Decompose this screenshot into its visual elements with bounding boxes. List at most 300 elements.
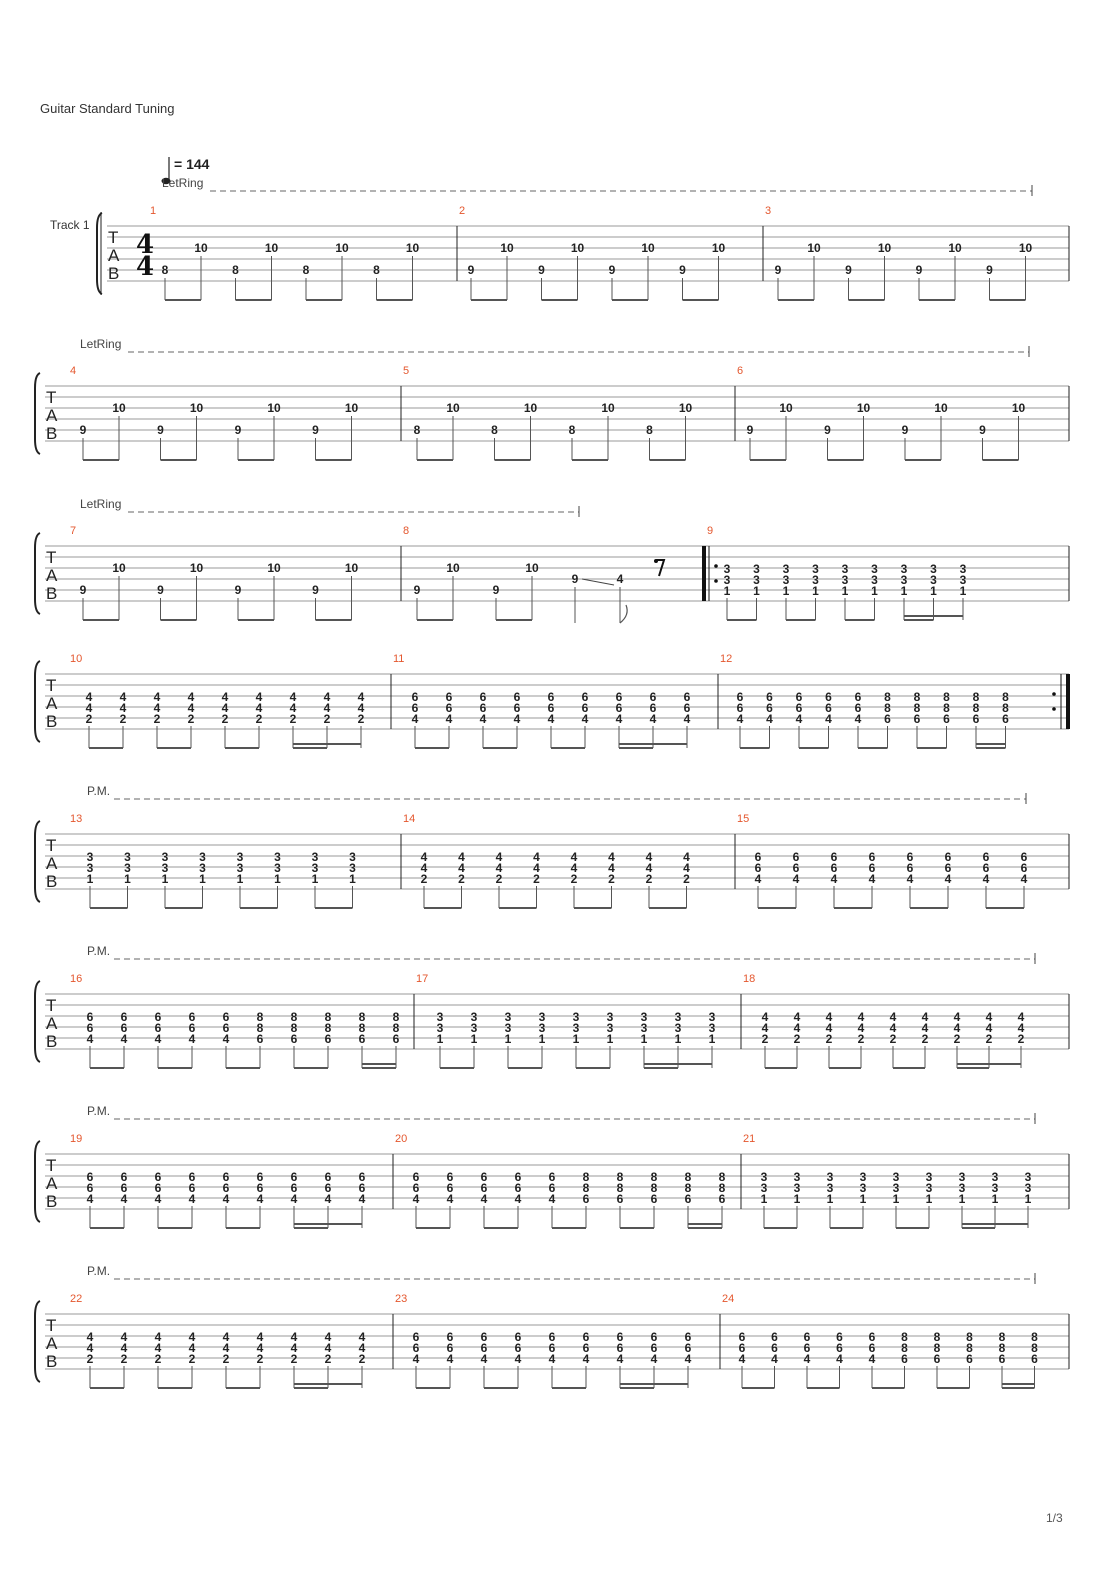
fret-number: 3 (572, 1010, 580, 1024)
fret-number: 6 (513, 690, 521, 704)
fret-number: 8 (998, 1330, 1006, 1344)
fret-number: 4 (825, 712, 832, 726)
fret-number: 8 (324, 1010, 332, 1024)
fret-number: 4 (921, 1010, 929, 1024)
fret-number: 4 (495, 850, 503, 864)
fret-number: 4 (188, 1192, 196, 1206)
fret-number: 9 (467, 263, 475, 277)
fret-number: 4 (906, 872, 914, 886)
fret-number: 4 (793, 1010, 801, 1024)
fret-number: 6 (736, 690, 744, 704)
fret-number: 6 (222, 1181, 230, 1195)
fret-number: 6 (684, 1330, 692, 1344)
fret-number: 10 (523, 401, 538, 415)
fret-number: 10 (189, 561, 204, 575)
fret-number: 4 (86, 1330, 94, 1344)
fret-number: 6 (120, 1021, 128, 1035)
fret-number: 6 (581, 701, 589, 715)
fret-number: 3 (436, 1010, 444, 1024)
fret-number: 6 (906, 861, 914, 875)
fret-number: 10 (1011, 401, 1026, 415)
fret-number: 6 (479, 701, 487, 715)
measure-number: 10 (70, 653, 83, 665)
fret-number: 6 (547, 701, 555, 715)
fret-number: 4 (255, 701, 263, 715)
fret-number: 4 (289, 701, 297, 715)
fret-number: 6 (581, 690, 589, 704)
fret-number: 6 (358, 1181, 366, 1195)
fret-number: 3 (753, 573, 760, 587)
fret-number: 9 (234, 583, 242, 597)
fret-number: 4 (445, 712, 453, 726)
measure-number: 1 (150, 205, 157, 217)
fret-number: 4 (420, 850, 428, 864)
fret-number: 6 (884, 712, 891, 726)
fret-number: 10 (112, 561, 126, 575)
fret-number: 4 (86, 1192, 94, 1206)
fret-number: 8 (302, 263, 310, 277)
fret-number: 8 (1031, 1341, 1038, 1355)
fret-number: 3 (723, 562, 731, 576)
fret-number: 4 (533, 850, 540, 864)
fret-number: 3 (812, 573, 819, 587)
fret-number: 6 (650, 1341, 658, 1355)
fret-number: 3 (124, 861, 131, 875)
fret-number: 3 (674, 1021, 682, 1035)
fret-number: 8 (884, 690, 891, 704)
fret-number: 4 (868, 872, 876, 886)
fret-number: 3 (892, 1170, 900, 1184)
fret-number: 4 (458, 861, 465, 875)
fret-number: 6 (944, 861, 952, 875)
fret-number: 4 (608, 861, 615, 875)
fret-number: 4 (985, 1010, 993, 1024)
fret-number: 1 (925, 1192, 933, 1206)
fret-number: 3 (538, 1010, 546, 1024)
measure-number: 7 (70, 525, 77, 537)
fret-number: 3 (504, 1021, 512, 1035)
measure-number: 5 (403, 365, 410, 377)
fret-number: 4 (323, 701, 331, 715)
fret-number: 3 (436, 1021, 444, 1035)
fret-number: 4 (683, 850, 690, 864)
fret-number: 4 (154, 1341, 162, 1355)
fret-number: 6 (324, 1181, 332, 1195)
tab-clef-a: A (46, 1334, 58, 1353)
fret-number: 3 (925, 1170, 933, 1184)
fret-number: 4 (120, 1192, 128, 1206)
fret-number: 1 (930, 584, 937, 598)
fret-number: 1 (161, 872, 169, 886)
fret-number: 3 (161, 861, 169, 875)
fret-number: 3 (859, 1181, 867, 1195)
fret-number: 9 (845, 263, 852, 277)
fret-number: 3 (959, 573, 967, 587)
fret-number: 3 (723, 573, 731, 587)
measure-number: 17 (416, 973, 429, 985)
tab-clef-t: T (46, 836, 57, 855)
fret-number: 1 (674, 1032, 682, 1046)
tab-clef-b: B (46, 872, 58, 891)
fret-number: 4 (446, 1352, 454, 1366)
fret-number: 9 (157, 423, 164, 437)
fret-number: 4 (86, 1341, 94, 1355)
fret-number: 2 (154, 1352, 162, 1366)
fret-number: 6 (412, 1170, 420, 1184)
fret-number: 3 (708, 1021, 716, 1035)
fret-number: 4 (324, 1330, 332, 1344)
measure-number: 12 (720, 653, 733, 665)
page-number: 1/3 (1046, 1511, 1063, 1525)
fret-number: 3 (161, 850, 169, 864)
measure-number: 6 (737, 365, 744, 377)
measure-number: 9 (707, 525, 714, 537)
fret-number: 3 (708, 1010, 716, 1024)
fret-number: 8 (913, 701, 921, 715)
fret-number: 6 (188, 1021, 196, 1035)
fret-number: 6 (514, 1330, 522, 1344)
fret-number: 8 (650, 1170, 658, 1184)
fret-number: 4 (412, 1352, 420, 1366)
fret-number: 6 (513, 701, 521, 715)
fret-number: 6 (854, 690, 862, 704)
fret-number: 2 (608, 872, 615, 886)
fret-number: 4 (854, 712, 862, 726)
fret-number: 10 (500, 241, 514, 255)
fret-number: 3 (470, 1021, 478, 1035)
fret-number: 2 (357, 712, 365, 726)
fret-number: 6 (256, 1032, 264, 1046)
fret-number: 3 (958, 1181, 966, 1195)
fret-number: 10 (877, 241, 892, 255)
tab-clef-b: B (46, 1192, 58, 1211)
fret-number: 4 (754, 872, 762, 886)
repeat-dot (1052, 707, 1056, 711)
fret-number: 8 (684, 1181, 692, 1195)
tab-clef-b: B (46, 424, 58, 443)
measure-number: 11 (393, 653, 405, 665)
fret-number: 1 (572, 1032, 580, 1046)
fret-number: 2 (645, 872, 653, 886)
fret-number: 6 (868, 850, 876, 864)
fret-number: 8 (290, 1021, 298, 1035)
fret-number: 4 (645, 861, 653, 875)
fret-number: 4 (86, 1032, 94, 1046)
measure-number: 14 (403, 813, 416, 825)
fret-number: 6 (738, 1330, 746, 1344)
fret-number: 3 (871, 573, 878, 587)
fret-number: 3 (236, 850, 244, 864)
fret-number: 6 (86, 1010, 94, 1024)
fret-number: 10 (446, 561, 460, 575)
fret-number: 6 (966, 1352, 973, 1366)
fret-number: 4 (290, 1341, 298, 1355)
fret-number: 4 (766, 712, 773, 726)
fret-number: 4 (420, 861, 428, 875)
fret-number: 1 (436, 1032, 444, 1046)
fret-number: 4 (357, 690, 365, 704)
tuning-label: Guitar Standard Tuning (40, 101, 175, 116)
fret-number: 8 (884, 701, 891, 715)
measure-number: 4 (70, 365, 77, 377)
fret-number: 10 (194, 241, 208, 255)
fret-number: 2 (683, 872, 690, 886)
fret-number: 6 (582, 1341, 590, 1355)
fret-number: 10 (1018, 241, 1033, 255)
fret-number: 6 (982, 861, 990, 875)
fret-number: 9 (79, 583, 87, 597)
fret-number: 6 (792, 850, 800, 864)
fret-number: 8 (413, 423, 421, 437)
fret-number: 8 (913, 690, 921, 704)
fret-number: 2 (533, 872, 540, 886)
fret-number: 1 (1024, 1192, 1032, 1206)
fret-number: 4 (255, 690, 263, 704)
fret-number: 6 (615, 701, 623, 715)
fret-number: 4 (650, 1352, 658, 1366)
fret-number: 4 (85, 690, 93, 704)
fret-number: 6 (830, 861, 838, 875)
fret-number: 2 (953, 1032, 961, 1046)
fret-number: 6 (616, 1192, 624, 1206)
effect-label: P.M. (87, 784, 111, 798)
fret-number: 2 (458, 872, 465, 886)
fret-number: 6 (188, 1010, 196, 1024)
fret-number: 8 (650, 1181, 658, 1195)
fret-number: 6 (736, 701, 744, 715)
repeat-start-thick (702, 546, 706, 601)
fret-number: 6 (943, 712, 950, 726)
fret-number: 6 (445, 690, 453, 704)
fret-number: 1 (841, 584, 849, 598)
effect-label: P.M. (87, 944, 111, 958)
fret-number: 3 (311, 861, 319, 875)
fret-number: 8 (324, 1021, 332, 1035)
fret-number: 4 (324, 1341, 332, 1355)
fret-number: 4 (120, 1032, 128, 1046)
fret-number: 4 (119, 690, 127, 704)
fret-number: 6 (86, 1170, 94, 1184)
fret-number: 4 (889, 1021, 897, 1035)
fret-number: 8 (1002, 690, 1009, 704)
fret-number: 4 (256, 1341, 264, 1355)
fret-number: 9 (979, 423, 986, 437)
fret-number: 10 (601, 401, 615, 415)
tempo-mark: = 144 (174, 156, 210, 172)
measure-number: 20 (395, 1133, 408, 1145)
fret-number: 10 (678, 401, 693, 415)
fret-number: 10 (934, 401, 948, 415)
fret-number: 1 (859, 1192, 867, 1206)
fret-number: 6 (803, 1330, 811, 1344)
fret-number: 1 (782, 584, 790, 598)
fret-number: 4 (582, 1352, 590, 1366)
fret-number: 3 (991, 1170, 999, 1184)
fret-number: 4 (649, 712, 657, 726)
fret-number: 3 (959, 562, 967, 576)
fret-number: 1 (958, 1192, 966, 1206)
fret-number: 4 (615, 712, 623, 726)
tab-clef-a: A (46, 1014, 58, 1033)
fret-number: 3 (826, 1181, 834, 1195)
fret-number: 8 (718, 1181, 726, 1195)
fret-number: 6 (514, 1181, 522, 1195)
fret-number: 3 (925, 1181, 933, 1195)
fret-number: 1 (349, 872, 356, 886)
fret-number: 4 (570, 850, 578, 864)
fret-number: 9 (679, 263, 686, 277)
fret-number: 9 (986, 263, 993, 277)
fret-number: 4 (222, 1032, 230, 1046)
fret-number: 4 (358, 1341, 366, 1355)
fret-number: 10 (267, 561, 281, 575)
fret-number: 2 (289, 712, 297, 726)
fret-number: 4 (480, 1352, 488, 1366)
fret-number: 6 (771, 1330, 778, 1344)
tab-clef-a: A (46, 694, 58, 713)
fret-number: 3 (782, 562, 790, 576)
fret-number: 6 (290, 1170, 298, 1184)
fret-number: 4 (857, 1010, 865, 1024)
fret-number: 4 (119, 701, 127, 715)
fret-number: 6 (412, 1181, 420, 1195)
fret-number: 3 (274, 850, 281, 864)
tab-clef-b: B (46, 1352, 58, 1371)
measure-number: 19 (70, 1133, 83, 1145)
fret-number: 4 (357, 701, 365, 715)
fret-number: 2 (857, 1032, 865, 1046)
fret-number: 2 (1017, 1032, 1025, 1046)
fret-number: 3 (826, 1170, 834, 1184)
measure-number: 8 (403, 525, 410, 537)
fret-number: 3 (86, 861, 94, 875)
fret-number: 4 (290, 1192, 298, 1206)
fret-number: 4 (825, 1010, 833, 1024)
fret-number: 4 (256, 1330, 264, 1344)
fret-number: 6 (392, 1032, 400, 1046)
fret-number: 4 (548, 1352, 556, 1366)
fret-number: 8 (966, 1330, 973, 1344)
fret-number: 3 (930, 573, 937, 587)
fret-number: 4 (836, 1352, 843, 1366)
fret-number: 6 (358, 1170, 366, 1184)
fret-number: 6 (412, 1341, 420, 1355)
fret-number: 4 (738, 1352, 746, 1366)
fret-number: 8 (1002, 701, 1009, 715)
fret-number: 6 (825, 690, 832, 704)
fret-number: 8 (684, 1170, 692, 1184)
fret-number: 4 (792, 872, 800, 886)
effect-label: LetRing (80, 337, 122, 351)
fret-number: 4 (120, 1341, 128, 1355)
fret-number: 6 (154, 1021, 162, 1035)
fret-number: 9 (312, 423, 319, 437)
fret-number: 8 (358, 1021, 366, 1035)
fret-number: 1 (723, 584, 731, 598)
fret-number: 4 (953, 1021, 961, 1035)
fret-number: 4 (830, 872, 838, 886)
fret-number: 6 (446, 1181, 454, 1195)
fret-number: 4 (188, 1341, 196, 1355)
fret-number: 6 (154, 1181, 162, 1195)
fret-number: 4 (761, 1021, 769, 1035)
fret-number: 1 (124, 872, 131, 886)
fret-number: 2 (570, 872, 578, 886)
effect-label: P.M. (87, 1104, 111, 1118)
tab-clef-a: A (46, 406, 58, 425)
fret-number: 4 (480, 1192, 488, 1206)
fret-number: 9 (234, 423, 242, 437)
fret-number: 4 (446, 1192, 454, 1206)
fret-number: 8 (256, 1010, 264, 1024)
fret-number: 8 (966, 1341, 973, 1355)
time-signature-top: 4 (136, 230, 155, 260)
fret-number: 9 (157, 583, 164, 597)
fret-number: 6 (836, 1341, 843, 1355)
fret-number: 4 (608, 850, 615, 864)
fret-number: 6 (411, 690, 419, 704)
fret-number: 3 (606, 1021, 614, 1035)
slide-line (582, 579, 614, 585)
fret-number: 6 (1031, 1352, 1038, 1366)
tab-clef-a: A (46, 1174, 58, 1193)
fret-number: 6 (548, 1330, 556, 1344)
track-name: Track 1 (50, 218, 90, 232)
fret-number: 4 (222, 1192, 230, 1206)
fret-number: 4 (221, 701, 229, 715)
measure-number: 18 (743, 973, 756, 985)
fret-number: 10 (711, 241, 726, 255)
fret-number: 6 (933, 1352, 941, 1366)
fret-number: 6 (616, 1330, 624, 1344)
fret-number: 10 (570, 241, 585, 255)
fret-number: 1 (991, 1192, 999, 1206)
fret-number: 4 (222, 1330, 230, 1344)
fret-number: 2 (153, 712, 161, 726)
fret-number: 6 (754, 850, 762, 864)
fret-number: 8 (943, 701, 950, 715)
fret-number: 3 (760, 1181, 768, 1195)
fret-number: 3 (640, 1021, 648, 1035)
fret-number: 6 (86, 1181, 94, 1195)
fret-number: 2 (761, 1032, 769, 1046)
system-bracket (35, 1141, 40, 1222)
tab-clef-a: A (108, 246, 120, 265)
fret-number: 3 (782, 573, 790, 587)
fret-number: 1 (892, 1192, 900, 1206)
fret-number: 6 (480, 1170, 488, 1184)
system-bracket (35, 373, 40, 454)
fret-number: 6 (324, 1032, 332, 1046)
fret-number: 4 (188, 1330, 196, 1344)
fret-number: 6 (120, 1170, 128, 1184)
fret-number: 8 (933, 1330, 941, 1344)
fret-number: 1 (538, 1032, 546, 1046)
tab-clef-t: T (46, 548, 57, 567)
fret-number: 4 (187, 690, 195, 704)
fret-number: 1 (826, 1192, 834, 1206)
fret-number: 6 (754, 861, 762, 875)
fret-number: 6 (998, 1352, 1006, 1366)
fret-number: 6 (1020, 850, 1028, 864)
fret-number: 3 (674, 1010, 682, 1024)
fret-number: 6 (86, 1021, 94, 1035)
fret-number: 4 (985, 1021, 993, 1035)
fret-number: 10 (405, 241, 420, 255)
fret-number: 6 (615, 690, 623, 704)
fret-number: 3 (606, 1010, 614, 1024)
fret-number: 6 (683, 690, 691, 704)
